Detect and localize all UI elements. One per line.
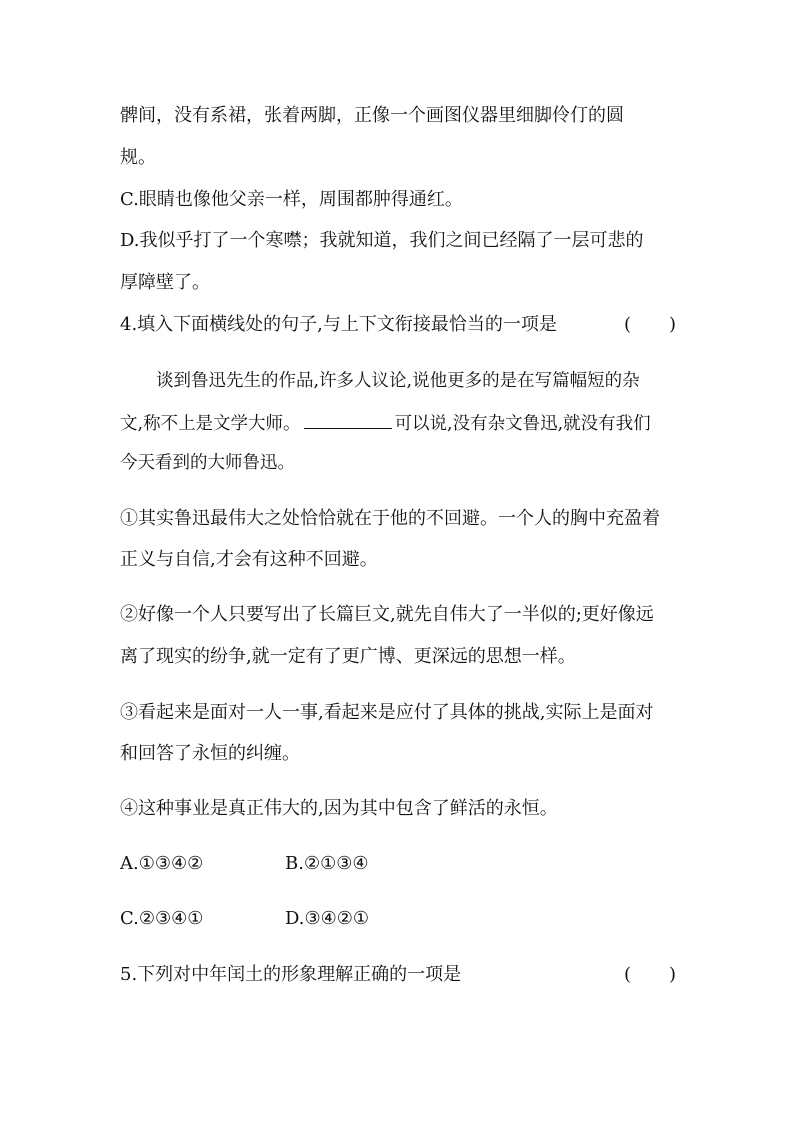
q4-paren-open: (: [624, 314, 632, 335]
q4-item-1-line-2: 正义与自信,才会有这种不回避。: [120, 549, 378, 570]
q4-item-2-line-1: ②好像一个人只要写出了长篇巨文,就先自伟大了一半似的;更好像远: [120, 604, 654, 625]
q4-item-1-line-1: ①其实鲁迅最伟大之处恰恰就在于他的不回避。一个人的胸中充盈着: [120, 508, 660, 529]
q4-passage-line-2: [120, 410, 651, 436]
q4-fill-blank: [304, 410, 392, 429]
q5-stem: 5.下列对中年闰土的形象理解正确的一项是: [120, 964, 462, 985]
q3-option-c: C.眼睛也像他父亲一样，周围都肿得通红。: [120, 189, 463, 210]
q5-paren-close: ): [668, 964, 676, 985]
q4-option-b: B.②①③④: [285, 853, 369, 874]
q3-option-b-continued-line-2: 规。: [120, 147, 156, 168]
q4-item-3-line-1: ③看起来是面对一人一事,看起来是应付了具体的挑战,实际上是面对: [120, 702, 654, 723]
q4-passage-line-1: 谈到鲁迅先生的作品,许多人议论,说他更多的是在写篇幅短的杂: [156, 371, 640, 391]
q4-stem: 4.填入下面横线处的句子,与上下文衔接最恰当的一项是: [120, 314, 557, 335]
q3-option-d-line-2: 厚障壁了。: [120, 272, 210, 293]
q4-option-d: D.③④②①: [285, 908, 370, 929]
q3-option-b-continued-line: 髀间，没有系裙，张着两脚，正像一个画图仪器里细脚伶仃的圆: [120, 105, 624, 126]
q4-passage-after-blank: 可以说,没有杂文鲁迅,就没有我们: [394, 414, 651, 434]
q4-passage-line-3: 今天看到的大师鲁迅。: [120, 453, 295, 473]
q4-item-2-line-2: 离了现实的纷争,就一定有了更广博、更深远的思想一样。: [120, 646, 576, 667]
q4-item-4: ④这种事业是真正伟大的,因为其中包含了鲜活的永恒。: [120, 798, 558, 819]
q4-option-c: C.②③④①: [120, 908, 204, 929]
q3-option-d-line-1: D.我似乎打了一个寒噤；我就知道，我们之间已经隔了一层可悲的: [120, 230, 644, 251]
q4-item-3-line-2: 和回答了永恒的纠缠。: [120, 743, 300, 764]
q4-option-a: A.①③④②: [120, 853, 204, 874]
q4-passage-before-blank: 文,称不上是文学大师。: [120, 414, 301, 434]
q5-paren-open: (: [624, 964, 632, 985]
q4-answer-parentheses: [624, 313, 676, 337]
q5-answer-parentheses: [624, 963, 676, 987]
q4-paren-close: ): [668, 314, 676, 335]
